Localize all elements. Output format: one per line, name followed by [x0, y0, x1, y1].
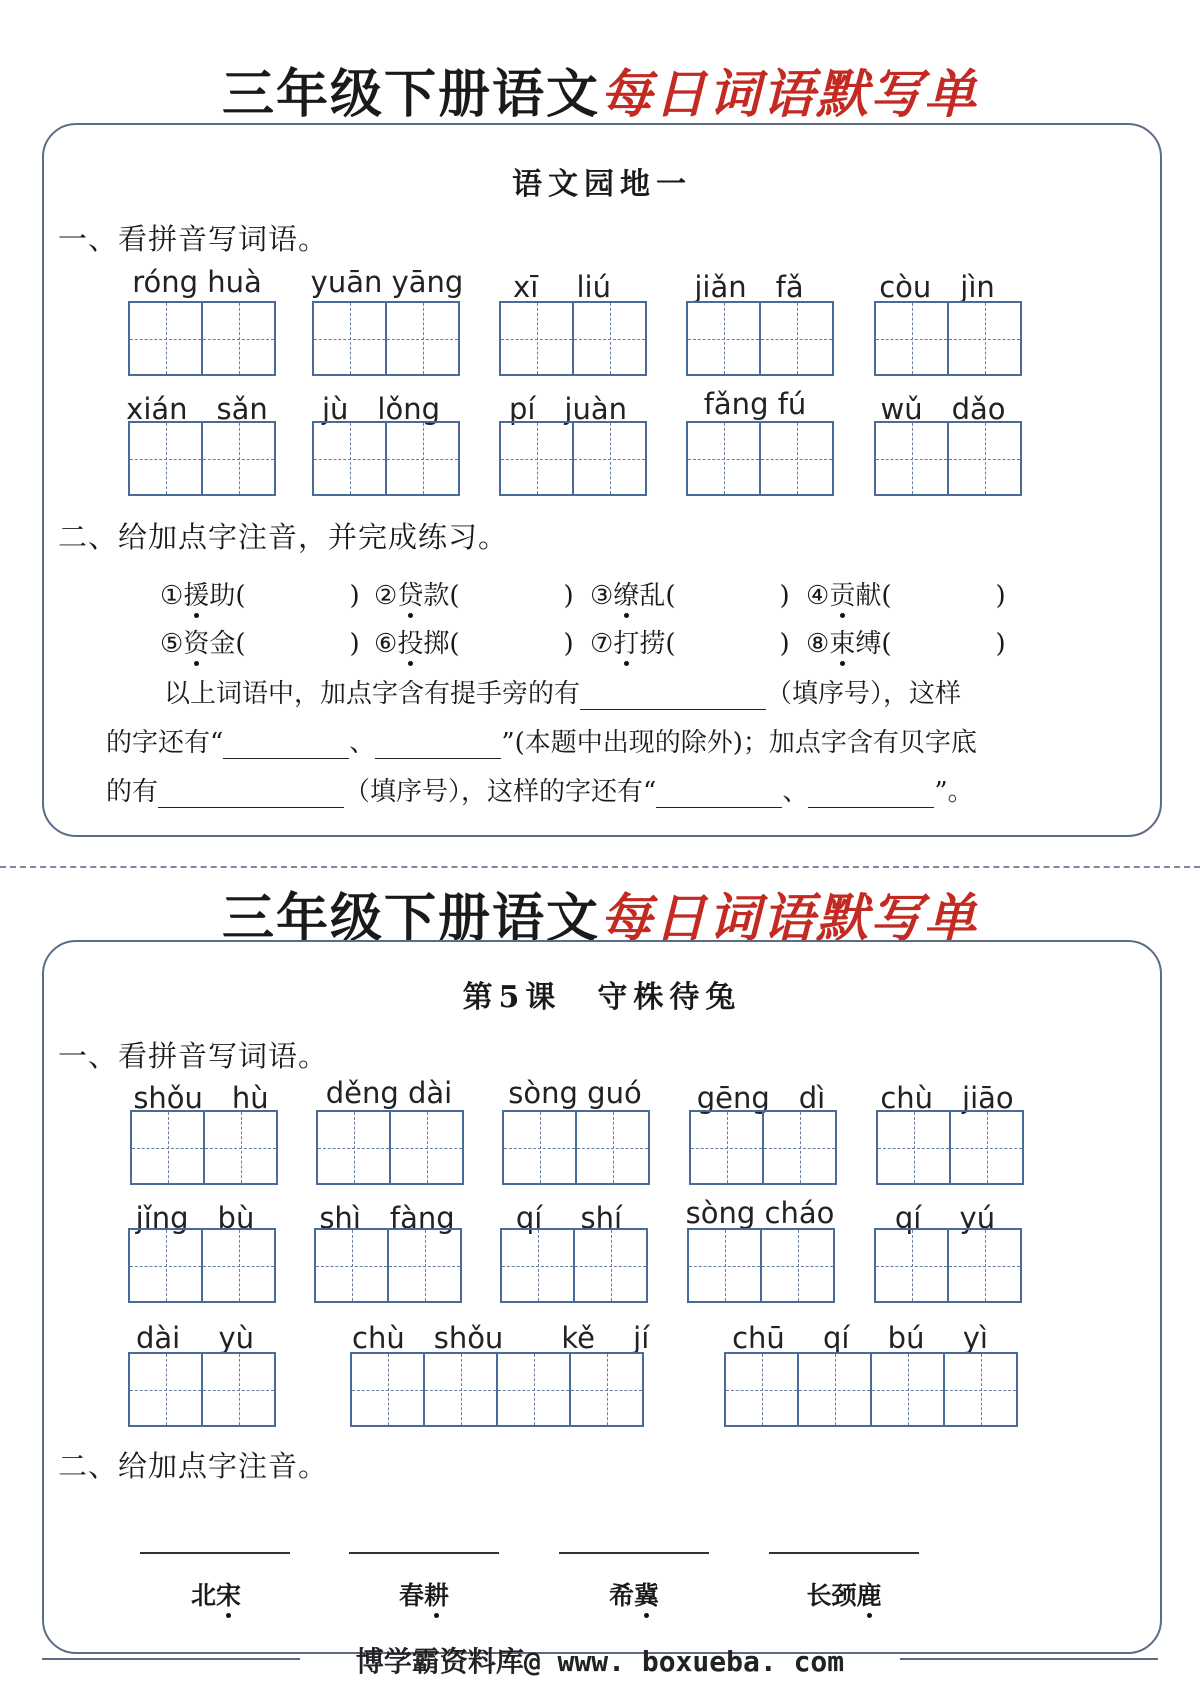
tian-grid[interactable]: [502, 1110, 648, 1185]
tian-grid[interactable]: [686, 421, 832, 496]
tian-grid-4[interactable]: [724, 1352, 1016, 1427]
sheet1-title: [0, 52, 1200, 127]
tian-grid-4[interactable]: [350, 1352, 642, 1427]
sheet1-title-red: 每日词语默写单: [600, 65, 979, 125]
pinyin-label: yuān yāng: [310, 265, 464, 299]
sheet1-card: [42, 123, 1162, 837]
tian-grid[interactable]: [312, 301, 458, 376]
tian-grid[interactable]: [312, 421, 458, 496]
pinyin-label: còu jìn: [879, 270, 995, 304]
sheet2-title-red: 每日词语默写单: [600, 889, 979, 949]
tian-grid[interactable]: [876, 1110, 1022, 1185]
tian-grid[interactable]: [130, 1110, 276, 1185]
pinyin-label: sòng cháo: [685, 1196, 835, 1230]
pinyin-label: sòng guó: [508, 1076, 642, 1110]
pinyin-label: shì fàng: [319, 1201, 455, 1235]
pinyin-label: pí juàn: [508, 392, 628, 426]
footer-watermark: 博学霸资料库@ www. boxueba. com: [355, 1645, 845, 1678]
answer-line[interactable]: [140, 1552, 290, 1554]
tian-grid[interactable]: [128, 1228, 274, 1303]
answer-line[interactable]: [769, 1552, 919, 1554]
sheet1-q2-heading: 二、给加点字注音，并完成练习。: [58, 520, 509, 554]
exercise-paragraph-line3: 的有 （填序号），这样的字还有“ 、 ”。: [106, 777, 974, 807]
answer-blank[interactable]: [375, 732, 501, 759]
item: ③缭乱( ): [590, 575, 790, 612]
pinyin-label: qí yú: [894, 1201, 996, 1235]
item: ⑤资金( ): [160, 623, 360, 660]
sheet2-q2-heading: 二、给加点字注音。: [58, 1449, 329, 1483]
dotted-word: 北宋: [136, 1576, 296, 1612]
item: ①援助( ): [160, 575, 360, 612]
pinyin-label: děng dài: [325, 1076, 453, 1110]
pinyin-label: chù jiāo: [880, 1081, 1014, 1115]
answer-blank[interactable]: [223, 732, 349, 759]
tian-grid[interactable]: [874, 421, 1020, 496]
tian-grid[interactable]: [128, 421, 274, 496]
pinyin-label: qí shí: [515, 1201, 623, 1235]
dotted-word: 长颈鹿: [764, 1576, 924, 1612]
answer-blank[interactable]: [580, 683, 766, 710]
sheet1-card-title: 语文园地一: [512, 167, 692, 202]
sheet2-card-title: 第5课 守株待兔: [462, 980, 742, 1015]
dotted-word: 春耕: [344, 1576, 504, 1612]
sheet1-title-dark: 三年级下册语文: [221, 65, 600, 125]
pinyin-label: jù lǒng: [321, 392, 441, 426]
sheet2-card: [42, 940, 1162, 1654]
exercise-paragraph-line1: 以上词语中，加点字含有提手旁的有 （填序号），这样: [164, 679, 962, 709]
pinyin-label: dài yù: [136, 1321, 254, 1355]
item: ⑦打捞( ): [590, 623, 790, 660]
item: ⑥投掷( ): [374, 623, 574, 660]
tian-grid[interactable]: [128, 1352, 274, 1427]
answer-line[interactable]: [559, 1552, 709, 1554]
pinyin-label: chū qí bú yì: [732, 1321, 988, 1355]
pinyin-label: xī liú: [513, 270, 611, 304]
tian-grid[interactable]: [500, 1228, 646, 1303]
tian-grid[interactable]: [316, 1110, 462, 1185]
tian-grid[interactable]: [689, 1110, 835, 1185]
tian-grid[interactable]: [314, 1228, 460, 1303]
sheet2-title-dark: 三年级下册语文: [221, 889, 600, 949]
tian-grid[interactable]: [499, 421, 645, 496]
pinyin-label: róng huà: [132, 265, 262, 299]
exercise-paragraph-line2: 的字还有“ 、 ”(本题中出现的除外)；加点字含有贝字底: [106, 728, 977, 758]
tian-grid[interactable]: [686, 301, 832, 376]
pinyin-label: gēng dì: [696, 1081, 826, 1115]
tian-grid[interactable]: [687, 1228, 833, 1303]
pinyin-label: xián sǎn: [126, 392, 268, 426]
sheet1-q1-heading: 一、看拼音写词语。: [58, 222, 329, 256]
item: ②贷款( ): [374, 575, 574, 612]
dotted-word: 希冀: [554, 1576, 714, 1612]
pinyin-label: jǐng bù: [135, 1201, 255, 1235]
item: ④贡献( ): [806, 575, 1006, 612]
answer-line[interactable]: [349, 1552, 499, 1554]
pinyin-label: shǒu hù: [133, 1081, 269, 1115]
pinyin-label: wǔ dǎo: [880, 392, 1006, 426]
cut-divider: [0, 866, 1200, 868]
tian-grid[interactable]: [499, 301, 645, 376]
pinyin-label: chù shǒu kě jí: [352, 1321, 650, 1355]
tian-grid[interactable]: [874, 301, 1020, 376]
answer-blank[interactable]: [808, 781, 934, 808]
answer-blank[interactable]: [656, 781, 782, 808]
answer-blank[interactable]: [158, 781, 344, 808]
tian-grid[interactable]: [874, 1228, 1020, 1303]
pinyin-label: fǎng fú: [703, 387, 807, 421]
sheet2-q1-heading: 一、看拼音写词语。: [58, 1039, 329, 1073]
tian-grid[interactable]: [128, 301, 274, 376]
pinyin-label: jiǎn fǎ: [694, 270, 804, 304]
item: ⑧束缚( ): [806, 623, 1006, 660]
